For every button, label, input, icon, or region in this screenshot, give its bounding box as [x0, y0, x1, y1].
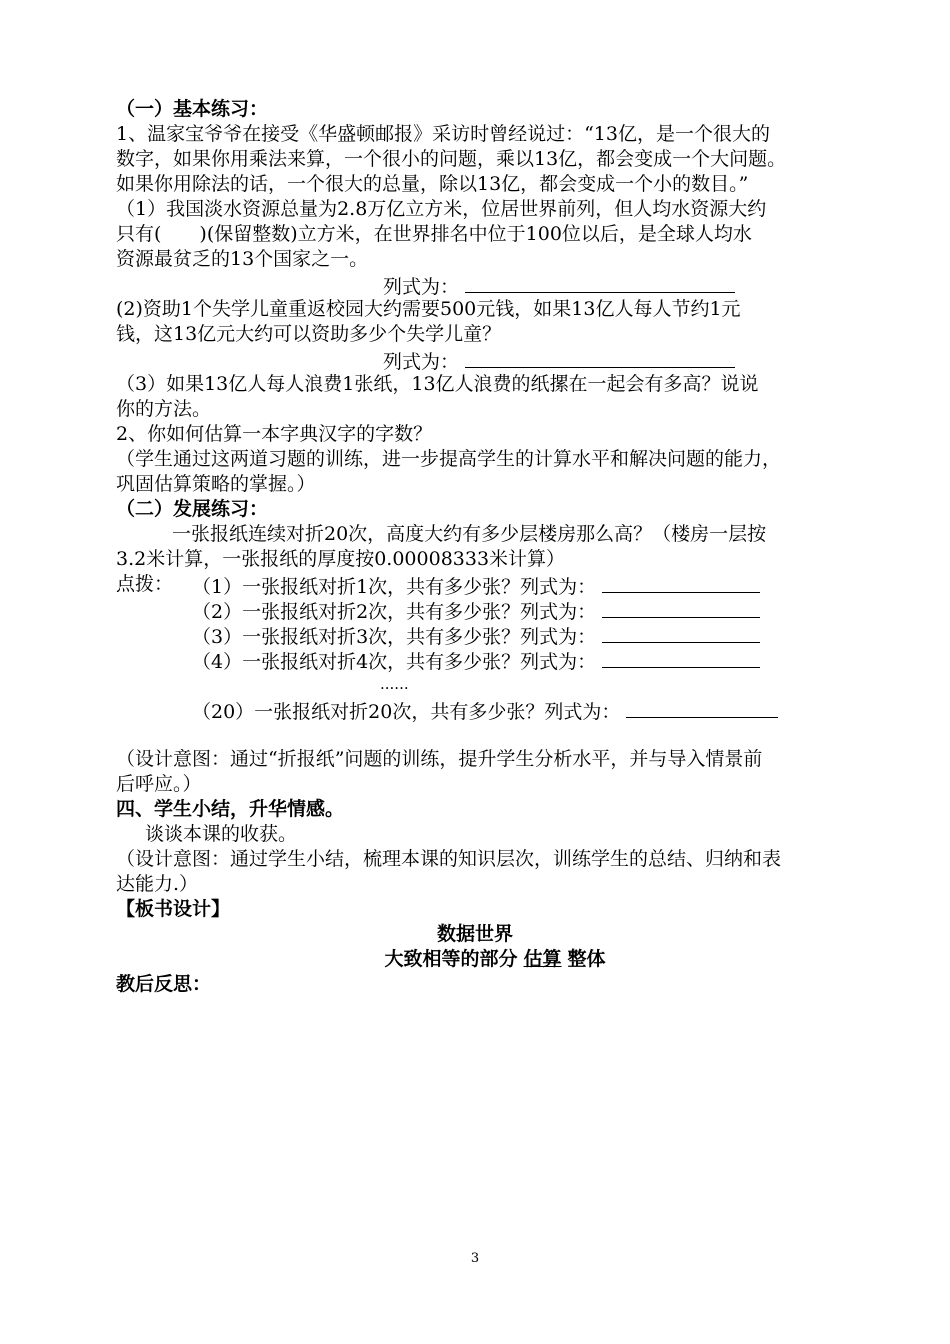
q1-1-line-2: 只有( )(保留整数)立方米，在世界排名中位于100位以后，是全球人均水 — [116, 223, 752, 245]
development-practice-heading: （二）发展练习： — [116, 498, 269, 520]
q1-1-line-1: （1）我国淡水资源总量为2.8万亿立方米，位居世界前列，但人均水资源大约 — [116, 198, 767, 220]
board-line — [0, 947, 950, 971]
formula-label: 列式为： — [383, 276, 460, 298]
board-right: 整体 — [567, 948, 606, 970]
q1-2-line-2: 钱，这13亿元大约可以资助多少个失学儿童？ — [116, 323, 502, 345]
note1-line-1: （学生通过这两道习题的训练，进一步提高学生的计算水平和解决问题的能力， — [116, 448, 782, 470]
hint-1 — [192, 572, 760, 599]
note2-line-2: 后呼应。） — [116, 773, 202, 795]
hint-4 — [192, 647, 760, 674]
answer-blank[interactable] — [602, 572, 760, 593]
q1-1-line-3: 资源最贫乏的13个国家之一。 — [116, 248, 369, 270]
dev-text-line-1: 一张报纸连续对折20次，高度大约有多少层楼房那么高？（楼房一层按 — [172, 523, 767, 545]
hint-text: （2）一张报纸对折2次，共有多少张？列式为： — [192, 601, 597, 623]
summary-heading: 四、学生小结，升华情感。 — [116, 798, 345, 820]
hint-text: （4）一张报纸对折4次，共有多少张？列式为： — [192, 651, 597, 673]
hint-2 — [192, 597, 760, 624]
board-middle: 估算 — [523, 948, 562, 970]
q1-intro-line-2: 数字，如果你用乘法来算，一个很小的问题，乘以13亿，都会变成一个大问题。 — [116, 148, 787, 170]
board-left: 大致相等的部分 — [384, 948, 518, 970]
hint-3 — [192, 622, 760, 649]
q1-3-line-2: 你的方法。 — [116, 398, 212, 420]
q1-intro-line-3: 如果你用除法的话，一个很大的总量，除以13亿，都会变成一个小的数目。” — [116, 173, 749, 195]
q2-line: 2、你如何估算一本字典汉字的字数？ — [116, 423, 433, 445]
hint-text: （1）一张报纸对折1次，共有多少张？列式为： — [192, 576, 597, 598]
dev-text-line-2: 3.2米计算，一张报纸的厚度按0.00008333米计算） — [116, 548, 566, 570]
reflection-label: 教后反思： — [116, 973, 212, 995]
note3-line-2: 达能力.） — [116, 873, 199, 895]
answer-blank[interactable] — [602, 622, 760, 643]
answer-blank[interactable] — [465, 272, 735, 293]
answer-blank[interactable] — [626, 697, 778, 718]
hint-20 — [192, 697, 778, 724]
note3-line-1: （设计意图：通过学生小结，梳理本课的知识层次，训练学生的总结、归纳和表 — [116, 848, 782, 870]
board-title: 数据世界 — [436, 923, 513, 945]
q1-3-line-1: （3）如果13亿人每人浪费1张纸，13亿人浪费的纸摞在一起会有多高？说说 — [116, 373, 759, 395]
answer-blank[interactable] — [465, 347, 735, 368]
page-number: 3 — [470, 1251, 480, 1266]
ellipsis: ...... — [380, 675, 409, 693]
summary-text: 谈谈本课的收获。 — [145, 823, 298, 845]
basic-practice-heading: （一）基本练习： — [116, 98, 269, 120]
answer-blank[interactable] — [602, 597, 760, 618]
answer-blank[interactable] — [602, 647, 760, 668]
q1-intro-line-1: 1、温家宝爷爷在接受《华盛顿邮报》采访时曾经说过：“13亿，是一个很大的 — [116, 123, 770, 145]
board-design-heading: 【板书设计】 — [116, 898, 231, 920]
q1-2-formula — [383, 347, 735, 374]
q1-1-formula — [383, 272, 735, 299]
note1-line-2: 巩固估算策略的掌握。） — [116, 473, 316, 495]
hint-text: （20）一张报纸对折20次，共有多少张？列式为： — [192, 701, 621, 723]
note2-line-1: （设计意图：通过“折报纸”问题的训练，提升学生分析水平，并与导入情景前 — [116, 748, 763, 770]
hint-label: 点拨： — [116, 573, 174, 595]
formula-label: 列式为： — [383, 351, 460, 373]
hint-text: （3）一张报纸对折3次，共有多少张？列式为： — [192, 626, 597, 648]
q1-2-line-1: (2)资助1个失学儿童重返校园大约需要500元钱，如果13亿人每人节约1元 — [116, 298, 741, 320]
